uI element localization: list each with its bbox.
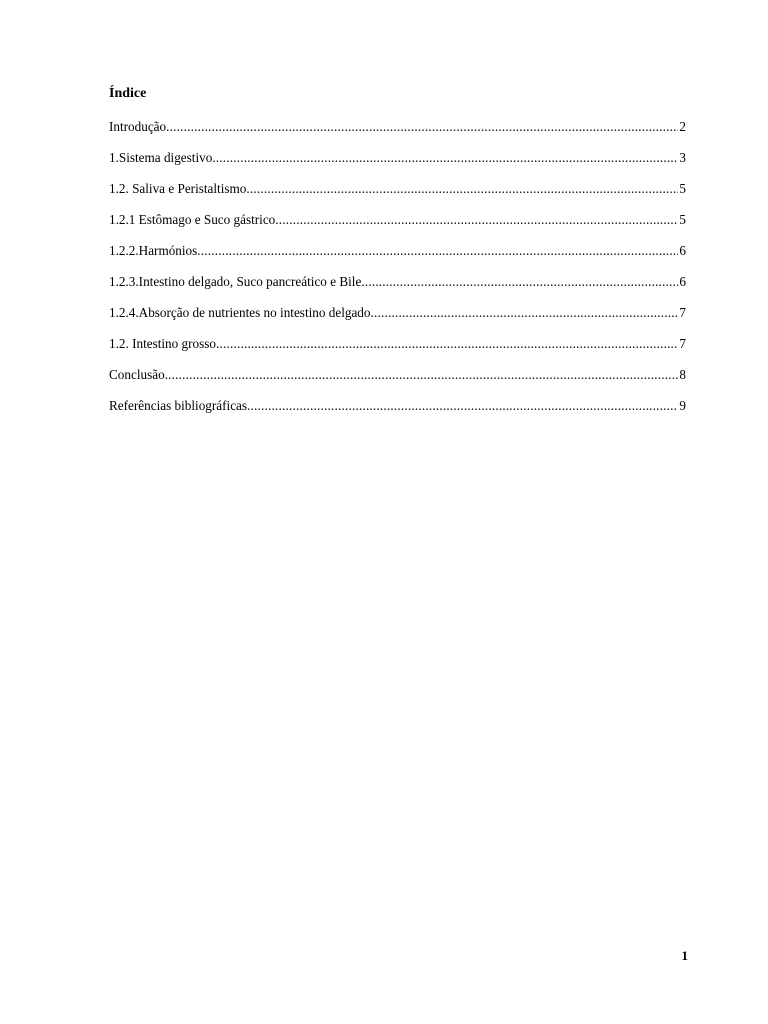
toc-entry-absorcao-nutrientes[interactable] — [109, 304, 686, 335]
toc-entry-introducao[interactable] — [109, 118, 686, 149]
toc-entry-page-number: 5 — [679, 212, 686, 227]
toc-entry-estomago-suco-gastrico[interactable] — [109, 211, 686, 242]
page-number: 1 — [681, 948, 688, 963]
toc-entry-conclusao[interactable] — [109, 366, 686, 397]
toc-entry-page-number: 7 — [679, 305, 686, 320]
toc-entry-page-number: 6 — [679, 243, 686, 258]
toc-entry-label: 1.2.4.Absorção de nutrientes no intestino delgado — [109, 305, 371, 320]
toc-entry-label: 1.2.1 Estômago e Suco gástrico — [109, 212, 276, 227]
toc-entry-referencias[interactable] — [109, 397, 686, 428]
toc-dot-leader — [246, 180, 678, 198]
toc-entry-page-number: 3 — [679, 150, 686, 165]
toc-dot-leader — [371, 304, 679, 322]
toc-entry-label: Referências bibliográficas — [109, 398, 248, 413]
table-of-contents — [109, 118, 686, 428]
toc-dot-leader — [275, 211, 678, 229]
toc-dot-leader — [247, 397, 678, 415]
toc-entry-page-number: 2 — [679, 119, 686, 134]
toc-dot-leader — [166, 118, 678, 136]
toc-entry-label: 1.2.3.Intestino delgado, Suco pancreático e Bile — [109, 274, 362, 289]
toc-title: Índice — [109, 86, 147, 101]
toc-entry-page-number: 5 — [679, 181, 686, 196]
toc-entry-label: Conclusão — [109, 367, 165, 382]
toc-entry-page-number: 8 — [679, 367, 686, 382]
toc-entry-page-number: 9 — [679, 398, 686, 413]
toc-entry-label: 1.2. Intestino grosso — [109, 336, 216, 351]
toc-entry-intestino-grosso[interactable] — [109, 335, 686, 366]
toc-dot-leader — [361, 273, 678, 291]
toc-dot-leader — [216, 335, 678, 353]
toc-entry-label: 1.2.2.Harmónios — [109, 243, 198, 258]
toc-dot-leader — [197, 242, 678, 260]
toc-entry-sistema-digestivo[interactable] — [109, 149, 686, 180]
toc-entry-saliva-peristaltismo[interactable] — [109, 180, 686, 211]
toc-entry-label: 1.Sistema digestivo — [109, 150, 213, 165]
toc-entry-page-number: 7 — [679, 336, 686, 351]
toc-entry-page-number: 6 — [679, 274, 686, 289]
toc-entry-label: Introdução — [109, 119, 167, 134]
toc-entry-harmonios[interactable] — [109, 242, 686, 273]
toc-entry-label: 1.2. Saliva e Peristaltismo — [109, 181, 247, 196]
toc-dot-leader — [165, 366, 679, 384]
toc-entry-intestino-delgado[interactable] — [109, 273, 686, 304]
toc-dot-leader — [212, 149, 678, 167]
